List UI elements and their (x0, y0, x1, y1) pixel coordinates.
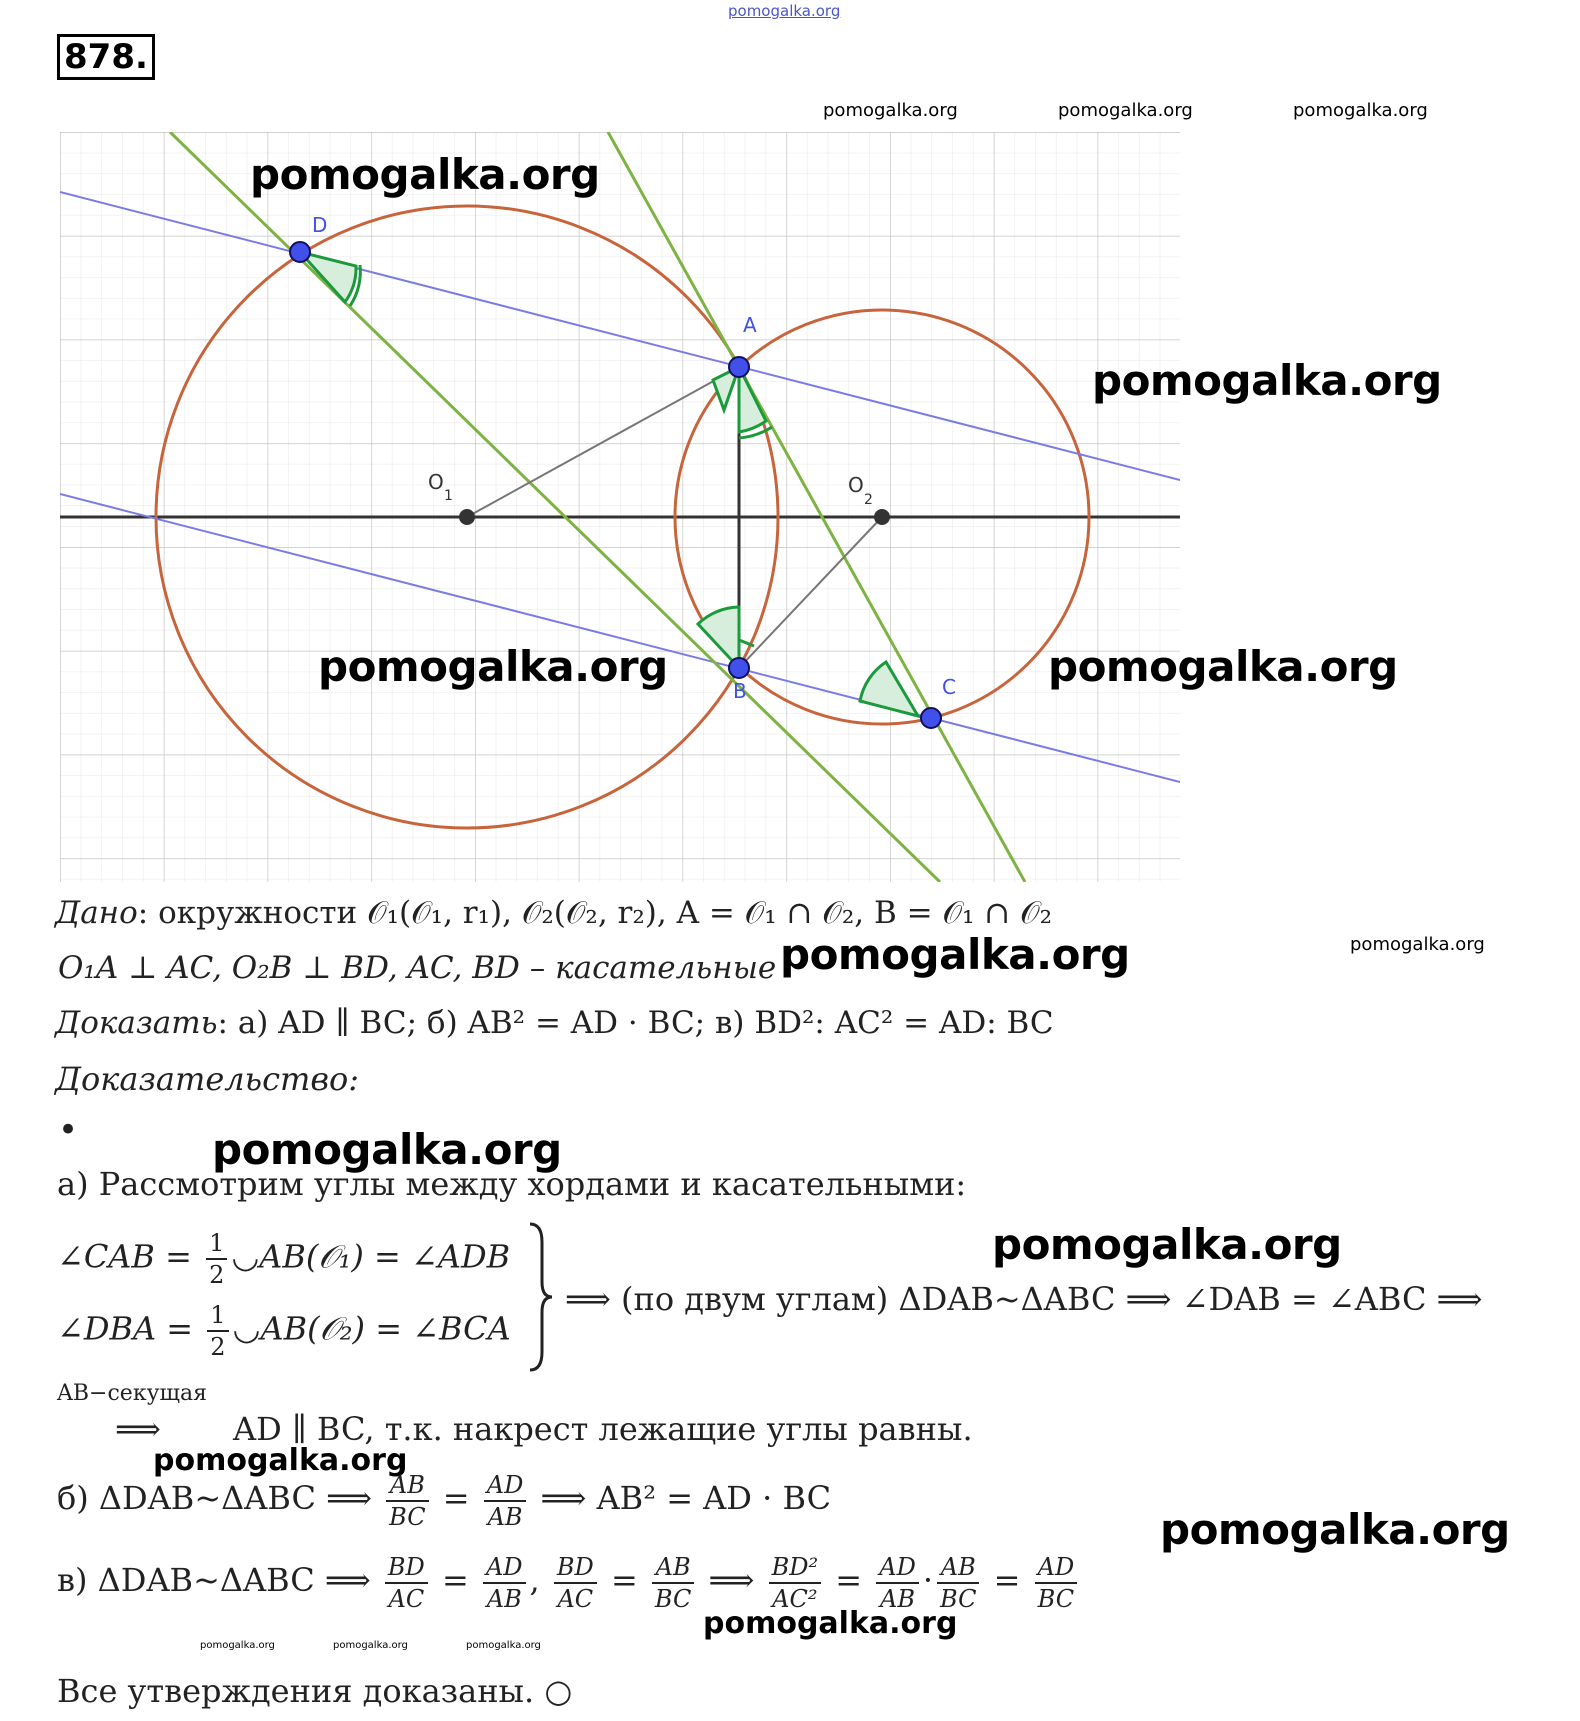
fraction (937, 1552, 979, 1614)
prove-label: Доказать (55, 1005, 218, 1041)
fraction (484, 1470, 527, 1532)
part-a-conclusion: ⟹ (по двум углам) ΔDAB~ΔABC ⟹ ∠DAB = ∠ABC ⟹ (565, 1280, 1483, 1318)
watermark: pomogalka.org (703, 1606, 958, 1641)
frac-den: BC (1037, 1584, 1075, 1613)
half-den: 2 (209, 1261, 225, 1289)
label-o1-sub: 1 (444, 488, 453, 504)
watermark-small: pomogalka.org (1350, 934, 1485, 955)
equals: = (610, 1561, 638, 1599)
equals: = (441, 1561, 469, 1599)
eq2-right: ◡AB(𝒪₂) = ∠BCA (232, 1309, 511, 1348)
part-a-intro: а) Рассмотрим углы между хордами и касательными: (57, 1165, 967, 1203)
prove-line (55, 1005, 1054, 1041)
frac-num: AD (484, 1470, 527, 1502)
part-b (57, 1460, 831, 1536)
fraction (1035, 1552, 1078, 1614)
top-watermark[interactable]: pomogalka.org (728, 2, 841, 20)
watermark-tiny: pomogalka.org (333, 1640, 408, 1651)
frac-num: BD (554, 1552, 597, 1584)
grid (60, 132, 1180, 882)
point-o1 (459, 509, 475, 525)
watermark: pomogalka.org (780, 930, 1130, 979)
frac-den: AB (880, 1584, 916, 1613)
frac-num: AB (652, 1552, 694, 1584)
frac-num: AB (386, 1470, 428, 1502)
watermark: pomogalka.org (992, 1220, 1342, 1269)
watermark: pomogalka.org (1092, 356, 1442, 405)
watermark-small: pomogalka.org (823, 100, 958, 121)
frac-den: AC² (772, 1584, 818, 1613)
watermark-small: pomogalka.org (1058, 100, 1193, 121)
eq1-right: ◡AB(𝒪₁) = ∠ADB (231, 1237, 511, 1276)
given-line-1 (55, 895, 1052, 932)
point-d (290, 242, 310, 262)
comma: , (529, 1561, 540, 1599)
watermark: pomogalka.org (1160, 1505, 1510, 1554)
frac-num: AD (876, 1552, 919, 1584)
frac-num: AD (1035, 1552, 1078, 1584)
geometry-figure (60, 132, 1180, 882)
problem-number: 878. (57, 34, 155, 80)
fraction (385, 1552, 428, 1614)
frac-num: BD² (769, 1552, 822, 1584)
watermark-tiny: pomogalka.org (200, 1640, 275, 1651)
label-o1: O (428, 470, 444, 494)
part-a-arrow: ⟹ (115, 1410, 161, 1448)
label-a: A (743, 313, 757, 337)
given-label: Дано (55, 895, 138, 931)
eq1-left: ∠CAB = (57, 1237, 203, 1276)
eq2-left: ∠DBA = (57, 1309, 204, 1348)
frac-num: BD (385, 1552, 428, 1584)
point-c (921, 708, 941, 728)
watermark: pomogalka.org (212, 1125, 562, 1174)
fraction (876, 1552, 919, 1614)
proof-title: Доказательство: (55, 1060, 360, 1098)
multiply-dot: · (922, 1561, 933, 1599)
fraction-half (206, 1228, 227, 1290)
frac-den: AB (487, 1502, 523, 1531)
frac-den: AB (486, 1584, 522, 1613)
fraction (483, 1552, 526, 1614)
prove-text: : а) AD ∥ BC; б) AB² = AD · BC; в) BD²: AC² = AD: BC (217, 1005, 1054, 1041)
label-d: D (312, 213, 328, 237)
part-c-prefix: в) ΔDAB~ΔABC ⟹ (57, 1561, 371, 1599)
point-o2 (874, 509, 890, 525)
implies-arrow: ⟹ (708, 1561, 755, 1599)
fraction (769, 1552, 822, 1614)
label-o2-sub: 2 (864, 492, 873, 508)
half-num: 1 (207, 1300, 228, 1332)
part-a-eq1 (57, 1228, 510, 1290)
frac-num: AD (483, 1552, 526, 1584)
fraction (554, 1552, 597, 1614)
equals: = (993, 1561, 1021, 1599)
frac-den: BC (940, 1584, 977, 1613)
point-b (729, 658, 749, 678)
label-c: C (942, 675, 956, 699)
given-text-1: : окружности 𝒪₁(𝒪₁, r₁), 𝒪₂(𝒪₂, r₂), A = 𝒪₁ ∩ 𝒪₂, B = 𝒪₁ ∩ 𝒪₂ (137, 895, 1053, 931)
fraction (386, 1470, 428, 1532)
label-b: B (733, 679, 747, 703)
equals: = (442, 1479, 470, 1517)
label-o2: O (848, 473, 864, 497)
watermark: pomogalka.org (1048, 642, 1398, 691)
part-b-prefix: б) ΔDAB~ΔABC ⟹ (57, 1479, 372, 1517)
fraction (652, 1552, 694, 1614)
part-b-suffix: ⟹ AB² = AD · BC (540, 1479, 832, 1517)
final-statement: Все утверждения доказаны. ○ (57, 1672, 573, 1710)
half-den: 2 (210, 1333, 226, 1361)
frac-den: AC (557, 1584, 594, 1613)
half-num: 1 (206, 1228, 227, 1260)
equals: = (835, 1561, 863, 1599)
frac-den: AC (388, 1584, 425, 1613)
secant-label: AB−секущая (57, 1381, 207, 1406)
bullet: • (58, 1110, 79, 1150)
frac-den: BC (389, 1502, 426, 1531)
watermark: pomogalka.org (318, 642, 668, 691)
fraction-half (207, 1300, 228, 1362)
part-a-eq2 (57, 1300, 511, 1362)
part-a-result: AD ∥ BC, т.к. накрест лежащие углы равны. (233, 1410, 973, 1448)
frac-num: AB (937, 1552, 979, 1584)
watermark-tiny: pomogalka.org (466, 1640, 541, 1651)
watermark: pomogalka.org (153, 1443, 408, 1478)
right-brace (528, 1222, 554, 1372)
given-line-2: O₁A ⊥ AC, O₂B ⊥ BD, AC, BD – касательные (58, 950, 777, 986)
point-a (729, 357, 749, 377)
watermark: pomogalka.org (250, 150, 600, 199)
frac-den: BC (654, 1584, 692, 1613)
watermark-small: pomogalka.org (1293, 100, 1428, 121)
